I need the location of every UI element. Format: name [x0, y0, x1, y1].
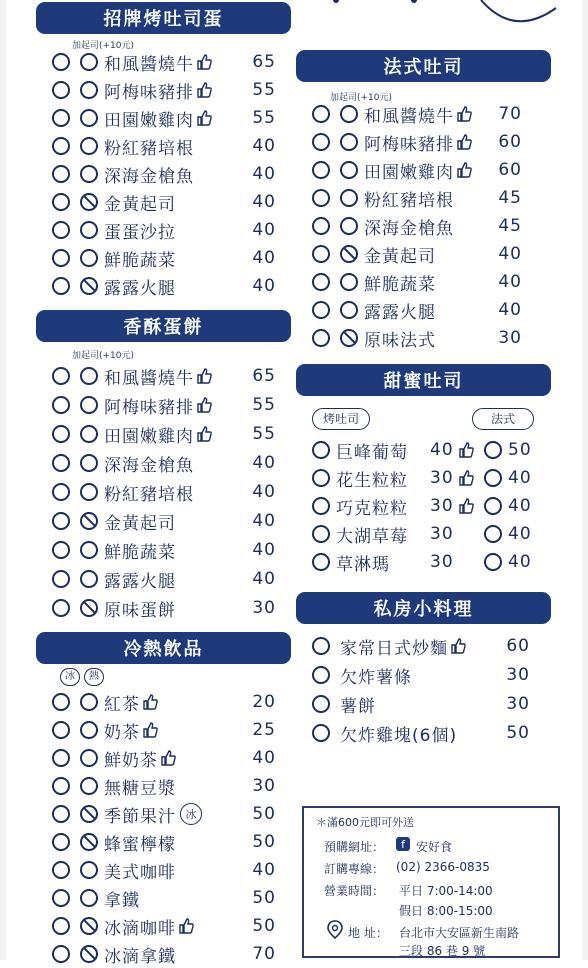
option-circle[interactable] [80, 749, 98, 767]
option-circle[interactable] [80, 249, 98, 267]
option-circle[interactable] [340, 161, 358, 179]
address-line2: 三段 86 巷 9 號 [399, 944, 486, 958]
facebook-icon: f [396, 837, 410, 851]
honey-item-row[interactable] [312, 464, 532, 492]
thumbs-up-icon [196, 368, 212, 384]
menu-item-price: 20 [252, 692, 276, 712]
menu-item-price: 55 [252, 108, 276, 128]
unavailable-option-circle[interactable] [80, 512, 98, 530]
thumbs-up-icon [456, 162, 472, 178]
menu-item-row[interactable] [312, 296, 522, 324]
option-circle[interactable] [52, 483, 70, 501]
menu-item-price: 30 [252, 776, 276, 796]
option-circle[interactable] [340, 301, 358, 319]
menu-item-name: 鮮脆蔬菜 [364, 274, 436, 295]
menu-item-row[interactable] [52, 565, 276, 593]
toast-tag: 烤吐司 [312, 408, 370, 430]
option-circle[interactable] [484, 497, 502, 515]
option-circle[interactable] [80, 137, 98, 155]
menu-item-price: 50 [506, 723, 530, 743]
option-circle[interactable] [52, 889, 70, 907]
menu-item-name: 田園嫩雞肉 [364, 162, 454, 183]
option-circle[interactable] [312, 469, 330, 487]
french-price: 40 [508, 468, 532, 488]
option-circle[interactable] [52, 454, 70, 472]
menu-item-price: 40 [252, 453, 276, 473]
option-circle[interactable] [312, 497, 330, 515]
menu-item-price: 30 [252, 598, 276, 618]
option-circle[interactable] [484, 553, 502, 571]
option-circle[interactable] [80, 777, 98, 795]
menu-item-name: 薯餅 [340, 696, 376, 717]
thumbs-up-icon [196, 426, 212, 442]
menu-item-price: 45 [498, 188, 522, 208]
section-header-drinks: 冷熱飲品 [36, 632, 291, 664]
option-circle[interactable] [52, 945, 70, 963]
menu-item-price: 40 [498, 244, 522, 264]
menu-item-row[interactable] [52, 856, 276, 884]
menu-item-name: 奶茶 [104, 722, 140, 743]
menu-item-price: 40 [252, 540, 276, 560]
hours-weekday: 平日 7:00-14:00 [399, 884, 493, 898]
hot-tag: 熱 [84, 668, 104, 686]
french-price: 40 [508, 496, 532, 516]
option-circle[interactable] [52, 53, 70, 71]
option-circle[interactable] [52, 541, 70, 559]
menu-item-name: 粉紅豬培根 [104, 484, 194, 505]
menu-item-name: 田園嫩雞肉 [104, 426, 194, 447]
menu-item-name: 深海金槍魚 [104, 166, 194, 187]
menu-item-name: 金黃起司 [104, 513, 176, 534]
delivery-note: ＊滿600元即可外送 [316, 816, 414, 829]
option-circle[interactable] [312, 301, 330, 319]
menu-item-row[interactable] [52, 478, 276, 506]
menu-item-name: 美式咖啡 [104, 862, 176, 883]
menu-item-price: 40 [252, 569, 276, 589]
option-circle[interactable] [312, 217, 330, 235]
menu-item-price: 30 [498, 328, 522, 348]
toast-price: 30 [430, 468, 454, 488]
menu-item-row[interactable] [52, 391, 276, 419]
menu-item-row[interactable] [312, 128, 522, 156]
menu-item-price: 60 [498, 132, 522, 152]
option-circle[interactable] [484, 441, 502, 459]
unavailable-option-circle[interactable] [80, 833, 98, 851]
menu-item-price: 40 [252, 136, 276, 156]
menu-item-price: 30 [506, 665, 530, 685]
menu-item-name: 原味蛋餅 [104, 600, 176, 621]
menu-item-row[interactable] [52, 362, 276, 390]
menu-item-row[interactable] [52, 688, 276, 716]
menu-item-name: 和風醬燒牛 [364, 106, 454, 127]
french-tag: 法式 [472, 408, 534, 430]
option-circle[interactable] [80, 721, 98, 739]
option-circle[interactable] [80, 221, 98, 239]
menu-item-name: 巧克粒粒 [336, 498, 408, 519]
menu-item-row[interactable] [52, 884, 276, 912]
menu-item-name: 蛋蛋沙拉 [104, 222, 176, 243]
thumbs-up-icon [142, 694, 158, 710]
private-item-row[interactable] [312, 632, 530, 660]
order-label: 預購網址： [324, 840, 385, 854]
menu-item-price: 40 [252, 164, 276, 184]
menu-item-price: 40 [252, 860, 276, 880]
menu-item-price: 65 [252, 52, 276, 72]
menu-item-price: 50 [252, 916, 276, 936]
option-circle[interactable] [52, 165, 70, 183]
option-circle[interactable] [80, 570, 98, 588]
option-circle[interactable] [52, 749, 70, 767]
menu-item-price: 40 [252, 482, 276, 502]
option-circle[interactable] [52, 249, 70, 267]
thumbs-up-icon [458, 442, 474, 458]
menu-item-row[interactable] [52, 272, 276, 300]
menu-item-row[interactable] [52, 507, 276, 535]
menu-item-price: 55 [252, 424, 276, 444]
phone-label: 訂購專線： [324, 862, 385, 876]
menu-item-row[interactable] [52, 449, 276, 477]
menu-item-name: 巨峰葡萄 [336, 442, 408, 463]
menu-item-price: 55 [252, 395, 276, 415]
menu-item-name: 露露火腿 [104, 571, 176, 592]
top-decoration [316, 0, 576, 30]
menu-item-name: 鮮脆蔬菜 [104, 542, 176, 563]
option-circle[interactable] [52, 861, 70, 879]
menu-item-row[interactable] [52, 132, 276, 160]
option-circle[interactable] [80, 53, 98, 71]
menu-item-price: 60 [498, 160, 522, 180]
option-circle[interactable] [340, 273, 358, 291]
option-circle[interactable] [484, 525, 502, 543]
option-circle[interactable] [52, 367, 70, 385]
menu-item-price: 60 [506, 636, 530, 656]
menu-item-row[interactable] [52, 828, 276, 856]
menu-item-name: 阿梅味豬排 [104, 82, 194, 103]
menu-item-name: 冰滴咖啡 [104, 918, 176, 939]
option-circle[interactable] [52, 425, 70, 443]
menu-item-name: 紅茶 [104, 694, 140, 715]
unavailable-option-circle[interactable] [80, 599, 98, 617]
right-margin-strip [582, 0, 588, 960]
option-circle[interactable] [52, 833, 70, 851]
option-circle[interactable] [312, 666, 330, 684]
option-circle[interactable] [80, 396, 98, 414]
menu-item-row[interactable] [52, 800, 276, 828]
menu-item-row[interactable] [52, 912, 276, 940]
option-circle[interactable] [52, 137, 70, 155]
unavailable-option-circle[interactable] [80, 917, 98, 935]
menu-item-name: 欠炸雞塊(6個) [340, 725, 458, 746]
section-header-toast: 招牌烤吐司蛋 [36, 2, 291, 34]
option-circle[interactable] [52, 396, 70, 414]
menu-item-price: 65 [252, 366, 276, 386]
menu-item-name: 露露火腿 [104, 278, 176, 299]
add-cheese-note: 加起司(+10元) [72, 351, 135, 361]
menu-item-name: 深海金槍魚 [104, 455, 194, 476]
option-circle[interactable] [52, 805, 70, 823]
section-header-pancake: 香酥蛋餅 [36, 310, 291, 342]
menu-item-price: 40 [252, 511, 276, 531]
thumbs-up-icon [160, 750, 176, 766]
option-circle[interactable] [80, 483, 98, 501]
option-circle[interactable] [340, 189, 358, 207]
menu-item-price: 40 [252, 192, 276, 212]
menu-item-row[interactable] [52, 940, 276, 968]
menu-item-row[interactable] [52, 188, 276, 216]
menu-item-name: 阿梅味豬排 [364, 134, 454, 155]
option-circle[interactable] [340, 217, 358, 235]
menu-item-name: 深海金槍魚 [364, 218, 454, 239]
option-circle[interactable] [52, 221, 70, 239]
menu-item-price: 50 [252, 804, 276, 824]
option-circle[interactable] [52, 693, 70, 711]
option-circle[interactable] [340, 105, 358, 123]
french-price: 40 [508, 524, 532, 544]
menu-item-row[interactable] [52, 594, 276, 622]
section-header-french: 法式吐司 [296, 50, 551, 82]
menu-item-price: 30 [506, 694, 530, 714]
option-circle[interactable] [52, 109, 70, 127]
menu-item-name: 金黃起司 [104, 194, 176, 215]
unavailable-option-circle[interactable] [80, 945, 98, 963]
menu-item-name: 阿梅味豬排 [104, 397, 194, 418]
menu-item-price: 40 [252, 248, 276, 268]
section-header-honey: 甜蜜吐司 [296, 364, 551, 396]
unavailable-option-circle[interactable] [80, 277, 98, 295]
toast-price: 30 [430, 524, 454, 544]
option-circle[interactable] [312, 133, 330, 151]
menu-page [6, 0, 582, 967]
menu-item-name: 和風醬燒牛 [104, 54, 194, 75]
menu-item-row[interactable] [312, 268, 522, 296]
thumbs-up-icon [456, 134, 472, 150]
option-circle[interactable] [312, 161, 330, 179]
menu-item-price: 50 [252, 832, 276, 852]
private-item-row[interactable] [312, 661, 530, 689]
menu-item-name: 拿鐵 [104, 890, 140, 911]
private-item-row[interactable] [312, 719, 530, 747]
thumbs-up-icon [196, 397, 212, 413]
menu-item-row[interactable] [52, 244, 276, 272]
option-circle[interactable] [80, 425, 98, 443]
menu-item-price: 50 [252, 888, 276, 908]
thumbs-up-icon [456, 106, 472, 122]
menu-item-name: 欠炸薯條 [340, 667, 412, 688]
menu-item-row[interactable] [312, 240, 522, 268]
menu-item-row[interactable] [312, 184, 522, 212]
location-pin-icon [326, 920, 344, 940]
cold-tag: 冰 [60, 668, 80, 686]
unavailable-option-circle[interactable] [340, 245, 358, 263]
unavailable-option-circle[interactable] [340, 329, 358, 347]
menu-item-price: 45 [498, 216, 522, 236]
option-circle[interactable] [484, 469, 502, 487]
french-price: 50 [508, 440, 532, 460]
option-circle[interactable] [80, 367, 98, 385]
info-box [302, 806, 560, 958]
menu-item-name: 露露火腿 [364, 302, 436, 323]
toast-price: 30 [430, 496, 454, 516]
menu-item-name: 草淋瑪 [336, 554, 390, 575]
menu-item-name: 原味法式 [364, 330, 436, 351]
option-circle[interactable] [80, 454, 98, 472]
menu-item-name: 家常日式炒麵 [340, 638, 448, 659]
menu-item-price: 40 [252, 276, 276, 296]
menu-item-price: 55 [252, 80, 276, 100]
menu-item-row[interactable] [52, 420, 276, 448]
menu-item-row[interactable] [52, 48, 276, 76]
toast-price: 30 [430, 552, 454, 572]
menu-item-name: 鮮脆蔬菜 [104, 250, 176, 271]
menu-item-price: 40 [498, 272, 522, 292]
honey-item-row[interactable] [312, 492, 532, 520]
menu-item-name: 季節果汁 [104, 806, 176, 827]
option-circle[interactable] [52, 81, 70, 99]
section-header-private: 私房小料理 [296, 592, 551, 624]
hours-holiday: 假日 8:00-15:00 [399, 904, 493, 918]
toast-price: 40 [430, 440, 454, 460]
option-circle[interactable] [340, 133, 358, 151]
menu-item-name: 田園嫩雞肉 [104, 110, 194, 131]
menu-item-row[interactable] [312, 156, 522, 184]
option-circle[interactable] [52, 512, 70, 530]
menu-item-price: 40 [252, 220, 276, 240]
french-price: 40 [508, 552, 532, 572]
menu-item-name: 蜂蜜檸檬 [104, 834, 176, 855]
menu-item-name: 鮮奶茶 [104, 750, 158, 771]
option-circle[interactable] [312, 441, 330, 459]
thumbs-up-icon [450, 638, 466, 654]
add-cheese-note: 加起司(+10元) [330, 93, 393, 103]
thumbs-up-icon [458, 470, 474, 486]
thumbs-up-icon [458, 498, 474, 514]
menu-item-row[interactable] [52, 744, 276, 772]
menu-item-row[interactable] [312, 212, 522, 240]
option-circle[interactable] [312, 637, 330, 655]
option-circle[interactable] [312, 553, 330, 571]
menu-item-name: 粉紅豬培根 [364, 190, 454, 211]
menu-item-row[interactable] [52, 716, 276, 744]
thumbs-up-icon [196, 110, 212, 126]
menu-item-row[interactable] [312, 100, 522, 128]
menu-item-name: 粉紅豬培根 [104, 138, 194, 159]
unavailable-option-circle[interactable] [80, 193, 98, 211]
option-circle[interactable] [312, 105, 330, 123]
menu-item-price: 40 [498, 300, 522, 320]
menu-item-price: 40 [252, 748, 276, 768]
menu-item-row[interactable] [52, 160, 276, 188]
thumbs-up-icon [142, 722, 158, 738]
menu-item-row[interactable] [312, 324, 522, 352]
menu-item-name: 和風醬燒牛 [104, 368, 194, 389]
thumbs-up-icon [178, 918, 194, 934]
menu-item-row[interactable] [52, 536, 276, 564]
option-circle[interactable] [80, 81, 98, 99]
option-circle[interactable] [312, 273, 330, 291]
option-circle[interactable] [312, 189, 330, 207]
thumbs-up-icon [196, 82, 212, 98]
menu-item-row[interactable] [52, 216, 276, 244]
menu-item-name: 無糖豆漿 [104, 778, 176, 799]
menu-item-row[interactable] [52, 772, 276, 800]
option-circle[interactable] [312, 724, 330, 742]
honey-item-row[interactable] [312, 436, 532, 464]
option-circle[interactable] [80, 889, 98, 907]
option-circle[interactable] [312, 245, 330, 263]
unavailable-option-circle[interactable] [80, 805, 98, 823]
address-label: 地 址： [348, 926, 388, 940]
menu-item-price: 25 [252, 720, 276, 740]
menu-item-row[interactable] [52, 104, 276, 132]
private-item-row[interactable] [312, 690, 530, 718]
menu-item-price: 70 [252, 944, 276, 964]
option-circle[interactable] [52, 777, 70, 795]
option-circle[interactable] [52, 599, 70, 617]
phone-value[interactable]: (02) 2366-0835 [396, 860, 490, 874]
add-cheese-note: 加起司(+10元) [72, 41, 135, 51]
address-line1: 台北市大安區新生南路 [399, 926, 520, 940]
menu-item-price: 70 [498, 104, 522, 124]
menu-item-name: 大湖草莓 [336, 526, 408, 547]
cold-only-tag: 冰 [180, 803, 202, 825]
honey-item-row[interactable] [312, 520, 532, 548]
option-circle[interactable] [52, 917, 70, 935]
option-circle[interactable] [80, 165, 98, 183]
option-circle[interactable] [80, 541, 98, 559]
option-circle[interactable] [312, 329, 330, 347]
thumbs-up-icon [196, 54, 212, 70]
hours-label: 營業時間： [324, 884, 385, 898]
option-circle[interactable] [312, 525, 330, 543]
option-circle[interactable] [52, 193, 70, 211]
option-circle[interactable] [52, 277, 70, 295]
menu-item-name: 金黃起司 [364, 246, 436, 267]
option-circle[interactable] [52, 570, 70, 588]
option-circle[interactable] [312, 695, 330, 713]
option-circle[interactable] [80, 693, 98, 711]
option-circle[interactable] [80, 861, 98, 879]
menu-item-row[interactable] [52, 76, 276, 104]
honey-item-row[interactable] [312, 548, 532, 576]
option-circle[interactable] [52, 721, 70, 739]
menu-item-name: 花生粒粒 [336, 470, 408, 491]
order-value[interactable]: 安好食 [416, 840, 453, 854]
option-circle[interactable] [80, 109, 98, 127]
menu-item-name: 冰滴拿鐵 [104, 946, 176, 967]
